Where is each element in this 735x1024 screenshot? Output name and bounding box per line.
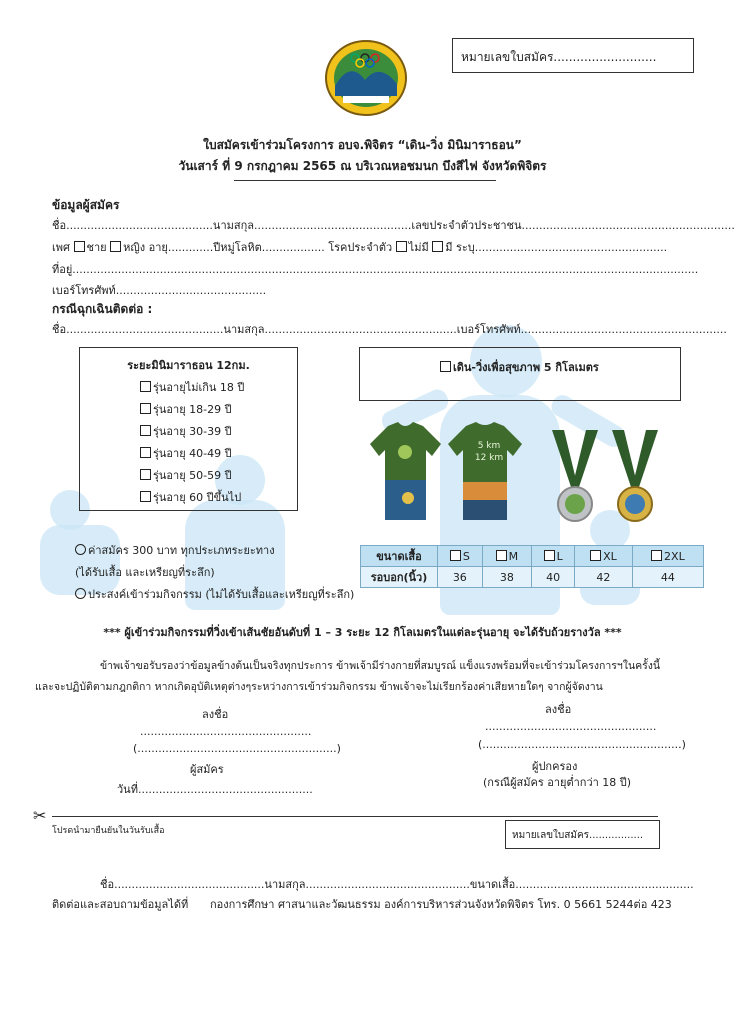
fee-radio-1[interactable] <box>75 544 86 555</box>
title-underline <box>234 180 496 181</box>
chest-value: 44 <box>632 567 703 588</box>
applicant-heading: ข้อมูลผู้สมัคร <box>52 198 120 212</box>
shirt-distance-text: 5 km 12 km <box>474 441 504 463</box>
mini-marathon-heading: ระยะมินิมาราธอน 12กม. <box>127 359 250 372</box>
age-checkbox[interactable] <box>140 447 151 458</box>
form-number-box[interactable] <box>452 38 694 73</box>
address-line[interactable]: ที่อยู่................................................................................................................................................................................... <box>52 263 699 276</box>
age-option[interactable] <box>140 466 232 484</box>
no-disease-label: ไม่มี <box>408 241 429 254</box>
size-checkbox[interactable] <box>651 550 662 561</box>
size-row <box>361 546 704 567</box>
shirt-front-image <box>368 420 443 522</box>
title-line-1: ใบสมัครเข้าร่วมโครงการ อบจ.พิจิตร “เดิน-วิ่ง มินิมาราธอน” <box>203 138 522 152</box>
age-label: รุ่นอายุ 60 ปีขึ้นไป <box>153 491 242 504</box>
age-blood-disease[interactable]: อายุ.............ปีหมู่โลหิต.................. โรคประจำตัว <box>148 241 393 254</box>
size-label: L <box>556 549 563 563</box>
age-label: รุ่นอายุ 40-49 ปี <box>153 447 232 460</box>
sign-right-label: ลงชื่อ <box>545 703 572 716</box>
age-label: รุ่นอายุ 50-59 ปี <box>153 469 232 482</box>
size-label: 2XL <box>664 549 685 563</box>
prize-note: *** ผู้เข้าร่วมกิจกรรมที่วิ่งเข้าเส้นชัยอันดับที่ 1 – 3 ระยะ 12 กิโลเมตรในแต่ละรุ่นอายุ จะได้รับถ้วยรางวัล *** <box>103 626 622 639</box>
female-label: หญิง <box>123 241 146 254</box>
phone-line[interactable]: เบอร์โทรศัพท์........................................... <box>52 284 267 297</box>
applicant-detail-line <box>52 238 668 256</box>
age-checkbox[interactable] <box>140 403 151 414</box>
scissors-icon: ✂ <box>33 806 47 825</box>
chest-label: รอบอก(นิ้ว) <box>361 567 438 588</box>
emergency-heading: กรณีฉุกเฉินติดต่อ : <box>52 302 153 316</box>
size-checkbox[interactable] <box>496 550 507 561</box>
sign-left-dots[interactable]: ................................................. <box>140 725 312 738</box>
organization-logo <box>325 40 407 116</box>
age-option[interactable] <box>140 422 232 440</box>
contact-label: ติดต่อและสอบถามข้อมูลได้ที่ <box>52 898 189 911</box>
form-number-small-label: หมายเลขใบสมัคร................. <box>512 830 644 841</box>
cut-note: โปรดนำมายืนยันในวันรับเสื้อ <box>52 826 165 836</box>
size-label: XL <box>603 549 617 563</box>
age-checkbox[interactable] <box>140 469 151 480</box>
sign-left-paren[interactable]: (.........................................................) <box>133 742 341 755</box>
sign-right-paren[interactable]: (.........................................................) <box>478 738 686 751</box>
size-option[interactable] <box>575 546 633 567</box>
chest-value: 38 <box>482 567 532 588</box>
shirt-size-table <box>360 545 704 588</box>
title-line-2: วันเสาร์ ที่ 9 กรกฎาคม 2565 ณ บริเวณหอชมนก บึงสีไฟ จังหวัดพิจิตร <box>178 159 547 173</box>
form-number-small-box[interactable] <box>505 820 660 849</box>
age-label: รุ่นอายุ 18-29 ปี <box>153 403 232 416</box>
sign-right-role: ผู้ปกครอง <box>532 760 578 773</box>
gold-medal-image <box>610 430 660 524</box>
applicant-name-line[interactable]: ชื่อ..........................................นามสกุล.............................................เลขประจำตัวประชาชน............................................................. <box>52 219 735 232</box>
mini-marathon-box <box>79 347 298 511</box>
sign-right-note: (กรณีผู้สมัคร อายุต่ำกว่า 18 ปี) <box>483 776 632 789</box>
cut-line <box>52 816 658 817</box>
silver-medal-image <box>550 430 600 524</box>
size-option[interactable] <box>438 546 483 567</box>
male-label: ชาย <box>86 241 107 254</box>
sign-left-label: ลงชื่อ <box>202 708 229 721</box>
age-option[interactable] <box>140 444 232 462</box>
sex-label: เพศ <box>52 241 70 254</box>
age-option[interactable] <box>140 378 244 396</box>
size-checkbox[interactable] <box>590 550 601 561</box>
has-disease-label[interactable]: มี ระบุ....................................................... <box>445 241 668 254</box>
sign-left-date[interactable]: วันที่.................................................. <box>117 783 313 796</box>
size-label: M <box>508 549 519 563</box>
age-option[interactable] <box>140 488 241 506</box>
age-checkbox[interactable] <box>140 381 151 392</box>
age-checkbox[interactable] <box>140 491 151 502</box>
chest-value: 40 <box>532 567 575 588</box>
fun-run-checkbox[interactable] <box>440 361 451 372</box>
size-checkbox[interactable] <box>544 550 555 561</box>
has-disease-checkbox[interactable] <box>432 241 443 252</box>
no-disease-checkbox[interactable] <box>396 241 407 252</box>
emergency-line[interactable]: ชื่อ.............................................นามสกุล.......................................................เบอร์โทรศัพท์........................................................... <box>52 323 727 336</box>
size-option[interactable] <box>632 546 703 567</box>
fee-option-2-label: ประสงค์เข้าร่วมกิจกรรม (ไม่ได้รับเสื้อและเหรียญที่ระลึก) <box>88 588 355 601</box>
chest-value: 42 <box>575 567 633 588</box>
female-checkbox[interactable] <box>110 241 121 252</box>
size-head-label: ขนาดเสื้อ <box>361 546 438 567</box>
fun-run-label: เดิน-วิ่งเพื่อสุขภาพ 5 กิโลเมตร <box>453 361 599 374</box>
age-checkbox[interactable] <box>140 425 151 436</box>
size-checkbox[interactable] <box>450 550 461 561</box>
size-label: S <box>462 549 470 563</box>
chest-row <box>361 567 704 588</box>
fee-option-1[interactable] <box>75 541 275 559</box>
stub-line[interactable]: ชื่อ...........................................นามสกุล...............................................ขนาดเสื้อ................................................... <box>100 878 694 891</box>
contact-text: กองการศึกษา ศาสนาและวัฒนธรรม องค์การบริหารส่วนจังหวัดพิจิตร โทร. 0 5661 5244ต่อ 423 <box>210 898 672 911</box>
chest-value: 36 <box>438 567 483 588</box>
fee-option-1-note: (ได้รับเสื้อ และเหรียญที่ระลึก) <box>75 566 215 579</box>
age-option[interactable] <box>140 400 232 418</box>
size-option[interactable] <box>482 546 532 567</box>
fee-radio-2[interactable] <box>75 588 86 599</box>
declaration-line-1: ข้าพเจ้าขอรับรองว่าข้อมูลข้างต้นเป็นจริงทุกประการ ข้าพเจ้ามีร่างกายที่สมบูรณ์ แข็งแรงพร้อมที่จะเข้าร่วมโครงการฯในครั้งนี้ <box>100 660 661 672</box>
sign-right-dots[interactable]: ................................................. <box>485 720 657 733</box>
shirt-back-image <box>446 420 524 522</box>
declaration-line-2: และจะปฏิบัติตามกฎกติกา หากเกิดอุบัติเหตุต่างๆระหว่างการเข้าร่วมกิจกรรม ข้าพเจ้าจะไม่เรียกร้องค่าเสียหายใดๆ จากผู้จัดงาน <box>35 681 603 693</box>
age-label: รุ่นอายุไม่เกิน 18 ปี <box>153 381 245 394</box>
sign-left-role: ผู้สมัคร <box>190 763 224 776</box>
male-checkbox[interactable] <box>74 241 85 252</box>
fun-run-option[interactable] <box>440 358 599 376</box>
fee-option-2[interactable] <box>75 585 354 603</box>
age-label: รุ่นอายุ 30-39 ปี <box>153 425 232 438</box>
form-number-label: หมายเลขใบสมัคร........................... <box>461 50 657 64</box>
size-option[interactable] <box>532 546 575 567</box>
fun-run-box <box>359 347 681 401</box>
fee-option-1-label: ค่าสมัคร 300 บาท ทุกประเภทระยะทาง <box>88 544 275 557</box>
